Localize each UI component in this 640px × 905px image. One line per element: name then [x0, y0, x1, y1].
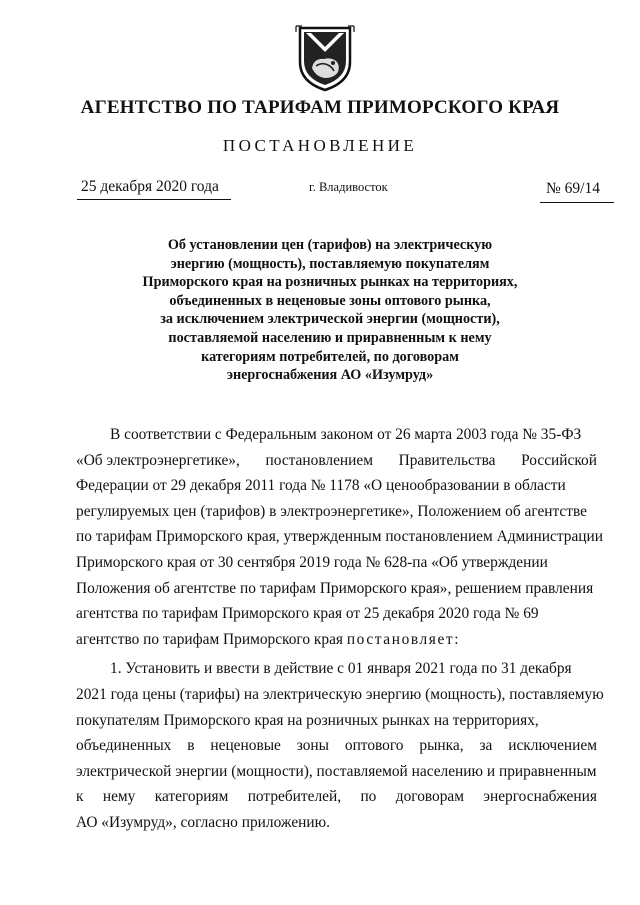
document-title: [120, 236, 540, 385]
number-underline: [540, 202, 614, 203]
agency-name: АГЕНТСТВО ПО ТАРИФАМ ПРИМОРСКОГО КРАЯ: [80, 97, 560, 118]
document-type: ПОСТАНОВЛЕНИЕ: [222, 136, 418, 155]
body-line: [76, 448, 597, 474]
word: объединенных: [76, 737, 172, 755]
document-city: г. Владивосток: [309, 180, 388, 194]
title-line: объединенных в неценовые зоны оптового рынка,: [169, 292, 491, 309]
word: рынка,: [419, 737, 464, 755]
document-date: 25 декабря 2020 года: [81, 178, 219, 195]
date-underline: [77, 199, 231, 200]
paragraph-preamble: [76, 422, 603, 652]
word: к: [76, 788, 84, 806]
body-line: Приморского края от 30 сентября 2019 года № 628-па «Об утверждении: [76, 553, 548, 571]
body-line: электрической энергии (мощности), поставляемой населению и приравненным: [76, 762, 597, 780]
word: потребителей,: [247, 788, 342, 806]
resolution-word: постановляет:: [346, 630, 461, 648]
body-line: агентства по тарифам Приморского края от 25 декабря 2020 года № 69: [76, 605, 539, 623]
word: энергоснабжения: [483, 788, 597, 806]
word: «Об электроэнергетике»,: [76, 451, 240, 469]
body-line: [76, 627, 597, 653]
body-line: регулируемых цен (тарифов) в электроэнергетике», Положением об агентстве: [76, 502, 587, 520]
word: оптового: [344, 737, 404, 755]
body-line: В соответствии с Федеральным законом от 26 марта 2003 года № 35-ФЗ: [110, 426, 582, 443]
body-line: [76, 784, 597, 810]
word: за: [479, 737, 493, 755]
title-line: Приморского края на розничных рынках на территориях,: [142, 274, 518, 291]
document-body: [76, 422, 604, 836]
body-line: 2021 года цены (тарифы) на электрическую энергию (мощность), поставляемую: [76, 685, 604, 703]
title-line: категориям потребителей, по договорам: [201, 348, 459, 365]
word: исключением: [508, 737, 597, 755]
coat-of-arms-icon: [294, 22, 356, 92]
body-line: покупателям Приморского края на розничных рынках на территориях,: [76, 711, 539, 729]
word: по: [360, 788, 377, 806]
body-line: 1. Установить и ввести в действие с 01 января 2021 года по 31 декабря: [110, 660, 572, 678]
title-line: энергоснабжения АО «Изумруд»: [226, 367, 434, 384]
title-line: поставляемой населению и приравненным к нему: [168, 329, 492, 346]
body-line: Положения об агентстве по тарифам Приморского края», решением правления: [76, 579, 594, 597]
word: постановлением: [265, 451, 373, 469]
word: Российской: [521, 451, 597, 469]
title-line: за исключением электрической энергии (мощности),: [160, 311, 500, 328]
title-line: энергию (мощность), поставляемую покупателям: [170, 255, 490, 272]
body-line: Федерации от 29 декабря 2011 года № 1178 «О ценообразовании в области: [76, 477, 566, 495]
word: Правительства: [398, 451, 496, 469]
word: в: [187, 737, 195, 755]
word: нему: [102, 788, 136, 806]
paragraph-item-1: [76, 656, 604, 835]
word: неценовые: [210, 737, 281, 755]
title-line: Об установлении цен (тарифов) на электрическую: [167, 237, 493, 253]
word: зоны: [296, 737, 330, 755]
word: категориям: [154, 788, 229, 806]
word: договорам: [395, 788, 465, 806]
body-line: [76, 733, 597, 759]
document-number: № 69/14: [546, 180, 600, 197]
body-line: по тарифам Приморского края, утвержденным постановлением Администрации: [76, 528, 603, 546]
body-text: агентство по тарифам Приморского края: [76, 630, 343, 648]
body-line: АО «Изумруд», согласно приложению.: [76, 813, 330, 831]
